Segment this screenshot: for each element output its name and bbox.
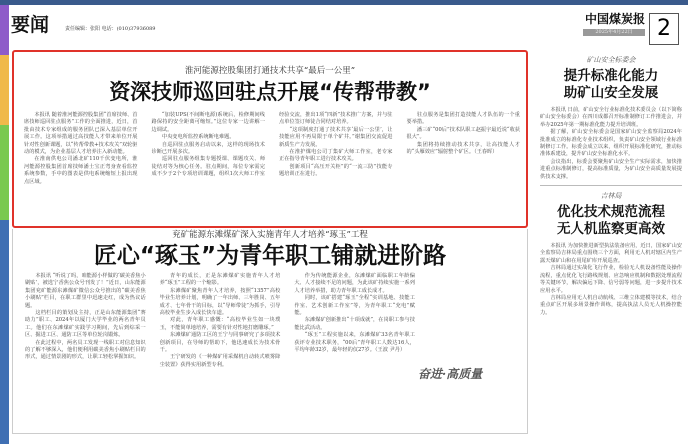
article-kicker: 淮河能源控股集团打通技术共享“最后一公里” xyxy=(184,66,356,76)
newspaper-page xyxy=(9,5,688,444)
paragraph: 巡回驻点服务组集专题授课、课题攻关、师徒结对等为核心任务。驻点期间，每位专家需完成不少于2个专项培训课题，组织1次大师工作室经验交流，推出1项“四新”技术推广方案，并与驻点单位签订师徒合同结对培养。 xyxy=(151,112,393,178)
paragraph: 潘三矿“00后”技术队职工赵振宇最近说“收获很大”。 xyxy=(406,126,520,141)
section-title: 要闻 xyxy=(11,14,50,36)
paragraph: “加装UPS(不间断电源)系统后，检修期间线路保持的安全距离可缩短。”这位专家一边讲解一边调试。 xyxy=(151,112,265,133)
paragraph: 王宁研发的《一种煤矿用采煤机自动转式喷雾降尘装置》获得实用新型专利。 xyxy=(159,354,281,368)
article-kicker: 吉林局 xyxy=(600,192,622,201)
article-headline[interactable] xyxy=(536,204,686,238)
paragraph: “琢玉”工程实施以来，东滩煤矿33名青年职工获评专业技术职务，“00后”青年职工人数达16人，平均年龄32岁，最年轻的仅27岁。（王波 尹丹） xyxy=(294,332,415,354)
paragraph: 青年的成长，正是东滩煤矿实施青年人才培养“琢玉”工程的一个缩影。 xyxy=(159,273,281,287)
headline-line: 助矿山安全发展 xyxy=(563,85,659,101)
slogan-graphic: 奋进·高质量 xyxy=(418,367,483,381)
paragraph: 本报讯 为加快推进新型执法装备应用，近日，国家矿山安全监察局吉林局重点围绕三个方面，利用无人机对辖区内生产露天煤矿山和在用尾矿库开展巡查。 xyxy=(540,243,682,264)
paragraph: 本报讯 日前，矿山安全行业标准化技术委员会（以下简称矿山安全标委会）在四川成都召开标准制修订工作推进会，并举办2025年第一期标准化能力提升培训班。 xyxy=(540,107,682,128)
paragraph: 吉林局应用无人机自动航线、三维立体建模等技术，结合重点矿区开展多场景操作训练，提高执法人员无人机操控能力。 xyxy=(540,294,682,316)
paragraph: 对此，青年职工感慨：“高校毕业生如一块璞玉，不能简单地培养，需要有针对性地打磨雕琢。” xyxy=(159,317,281,331)
paragraph: 在淮南供电公司潘北矿110千伏变电所，淮河能源控股集团首席技师潘士宝正弯身查看监控系统参数，手中的图表是供电系统缩短上报出现点区域。 xyxy=(24,156,138,185)
masthead-logo: 中国煤炭报 xyxy=(585,12,646,26)
article-kicker: 兖矿能源东滩煤矿深入实施青年人才培养“琢玉”工程 xyxy=(172,230,368,240)
paragraph: 驻点服务是集团打造技能人才队伍的一个重要举措。 xyxy=(406,112,520,126)
article-highlighted[interactable] xyxy=(12,50,528,228)
article-body xyxy=(24,112,520,186)
paragraph: 东滩煤矿通防工区的王宁与同事研究了多项技术创新项目，在导师的帮助下，他迅速成长为技术骨干。 xyxy=(159,332,281,354)
paragraph: “这项制度打通了技术共享‘最后一公里’，让技能应用不再局限于单个矿井。”谢集团交流促进新质生产力发展。 xyxy=(279,126,393,148)
paragraph: 创新项目“高压开关柜”的“一流三防”技能专题培训正在进行。 xyxy=(279,163,393,178)
background-strip xyxy=(0,55,9,125)
headline-line: 提升标准化能力 xyxy=(563,68,659,84)
page-number: 2 xyxy=(649,13,679,45)
article-headline[interactable]: 匠心“琢玉”为青年职工铺就进阶路 xyxy=(93,243,447,269)
paragraph: 吉林局通过实战化飞行作业，检验无人机设备性能及操作流程，重点优化飞行路线规划、应急响应机制和数据处理流程等关键环节，解决偏远下降、信号弱等问题，进一步提升技术应用水平。 xyxy=(540,265,682,294)
article-headline[interactable]: 资深技师巡回驻点开展“传帮带教” xyxy=(109,80,431,104)
paragraph: 在此过程中，两名员工发现一线职工对信息知识的了解不够深入，他们便利用碳美香焦小刷贴栏目的形式，通过情景剧的形式，让职工轻松掌握知识。 xyxy=(25,339,146,361)
article-headline[interactable] xyxy=(536,68,686,102)
paragraph: 自巡回驻点服务启动以来，这样的现场技术诊断已开展多次。 xyxy=(151,141,265,156)
paragraph: 本报讯 “听说了吗，咱能源小样做的‘碳美香焦小刷贴’，被选宁香焦公众号刊发了！”近日，山东能源集团兖矿能源东滩煤矿微信公众号推出的“碳美香焦小刷贴”栏目，在职工群里中迅速走红，成为热议话题。 xyxy=(25,273,146,309)
paragraph: 东滩煤矿聚焦青年人才培养，按照“1357”高校毕业生培养计划，明确了一年出师、三年胜岗、五年成才、七年骨干的目标，以“导师带徒”为抓手，引导高校毕业生步入成长快车道。 xyxy=(159,287,281,317)
headline-line: 无人机监察更高效 xyxy=(557,221,665,238)
right-column xyxy=(536,50,686,317)
paragraph: 据了解，矿山安全标委会是国家矿山安全监察局2024年批准成立的标准化专业技术组织，负责矿山安全领域行业标准制修订工作。标委会成立以来，组织开展标准化研究，推动标准体系建设，提升矿山安全标准化水平。 xyxy=(540,129,682,158)
article-body xyxy=(536,107,686,181)
article-body xyxy=(536,243,686,317)
paragraph: 东滩煤矿创新推出“十项成就”，在岗职工参与技能比武活动。 xyxy=(294,317,415,331)
issue-date: 2025年4月22日 xyxy=(583,29,645,36)
paragraph: 会议指出，标委会要聚焦矿山安全生产实际需求，加快推进重点标准制修订，提高标准质量，为矿山安全高质量发展提供技术支撑。 xyxy=(540,158,682,180)
paragraph: 在淮护煤电公司丁集矿大师工作室，老专家正在指导青年职工进行技术攻关。 xyxy=(279,149,393,163)
background-strip xyxy=(0,125,9,220)
headline-line: 优化技术规范流程 xyxy=(557,204,665,221)
paragraph: 本报讯 随着淮河能源控股集团“首席技师、首席技师巡回驻点服务”工作的全面推进，近日，首批由技术专家组成的服务团队已深入基层单位开展工作。这项举措通过高技能人才带来单位开展针对性创新课题，以“传帮带教+技术攻关”双轮驱动的模式，为企业基层人才培养注入新动能。 xyxy=(24,112,138,156)
paragraph: 作为传统能源企业，东滩煤矿面临职工年龄偏大、人才接续不足的问题，为此该矿持续实施一系列人才培养举措，助力青年职工成长成才。 xyxy=(294,273,415,294)
article-body xyxy=(25,273,415,369)
paragraph: 这档栏目的策划及主持，正是山东能源集团“赛助力”职工、2024年以厦门大学毕业的两名青年员工。他们在东滩煤矿实践学习期间，先后到综采一区、掘进工区、通防工区等单位轮岗锻炼。 xyxy=(25,310,146,339)
paragraph: 同时，该矿搭建“琢玉”全程“实训基地、技能工作室、艺术创新工作室”等，为青年职工“充电”赋能。 xyxy=(294,295,415,317)
article-kicker: 矿山安全标委会 xyxy=(586,56,636,64)
paragraph: 中央变电所监控系统断电难题。 xyxy=(161,134,235,141)
divider xyxy=(540,185,682,186)
background-strip xyxy=(0,5,9,55)
background-strip xyxy=(0,220,9,444)
article-second[interactable] xyxy=(12,229,528,434)
paragraph: 集团将持续推动技术共享，让高技能人才的“头雁效应”辐射整个矿区。（王春晖） xyxy=(406,141,520,156)
editor-line: 责任编辑：张阳 电话：(010)37936089 xyxy=(65,26,156,32)
